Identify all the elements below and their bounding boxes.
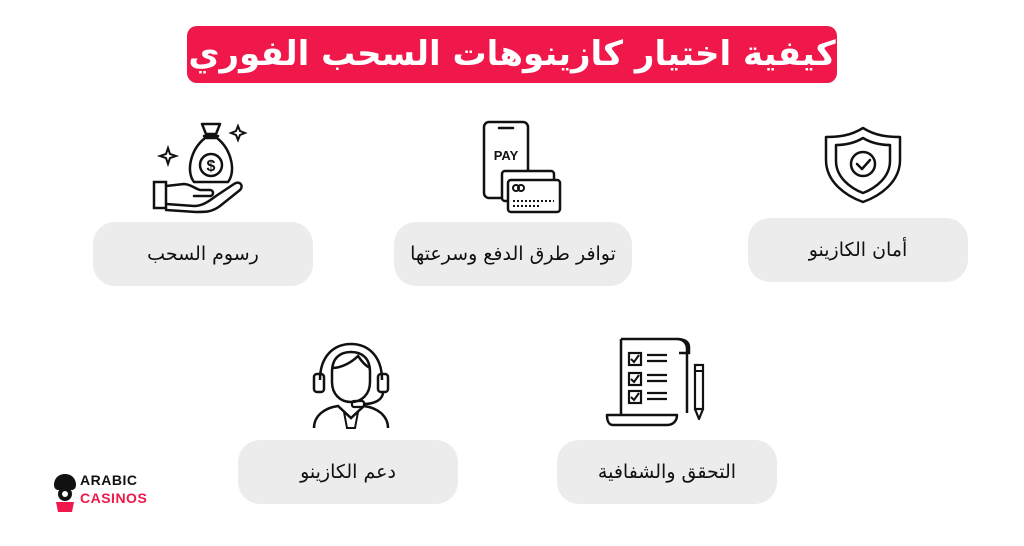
shield-check-icon	[818, 124, 908, 204]
card-verification-label: التحقق والشفافية	[557, 440, 777, 504]
page-title: كيفية اختيار كازينوهات السحب الفوري	[187, 26, 837, 83]
money-bag-hand-icon	[150, 120, 250, 214]
support-headset-agent-icon	[308, 338, 394, 430]
checklist-scroll-pencil-icon	[603, 335, 707, 427]
svg-text:$: $	[206, 158, 216, 175]
phone-pay-text: PAY	[493, 148, 519, 163]
logo-line2: CASINOS	[80, 490, 148, 506]
card-fees-label: رسوم السحب	[93, 222, 313, 286]
card-payments-label: توافر طرق الدفع وسرعتها	[394, 222, 632, 286]
card-security-label: أمان الكازينو	[748, 218, 968, 282]
card-support-label: دعم الكازينو	[238, 440, 458, 504]
logo-emblem-icon	[52, 472, 78, 514]
phone-pay-cards-icon	[480, 119, 562, 215]
arabic-casinos-logo	[52, 470, 162, 516]
logo-line1: ARABIC	[80, 472, 138, 488]
